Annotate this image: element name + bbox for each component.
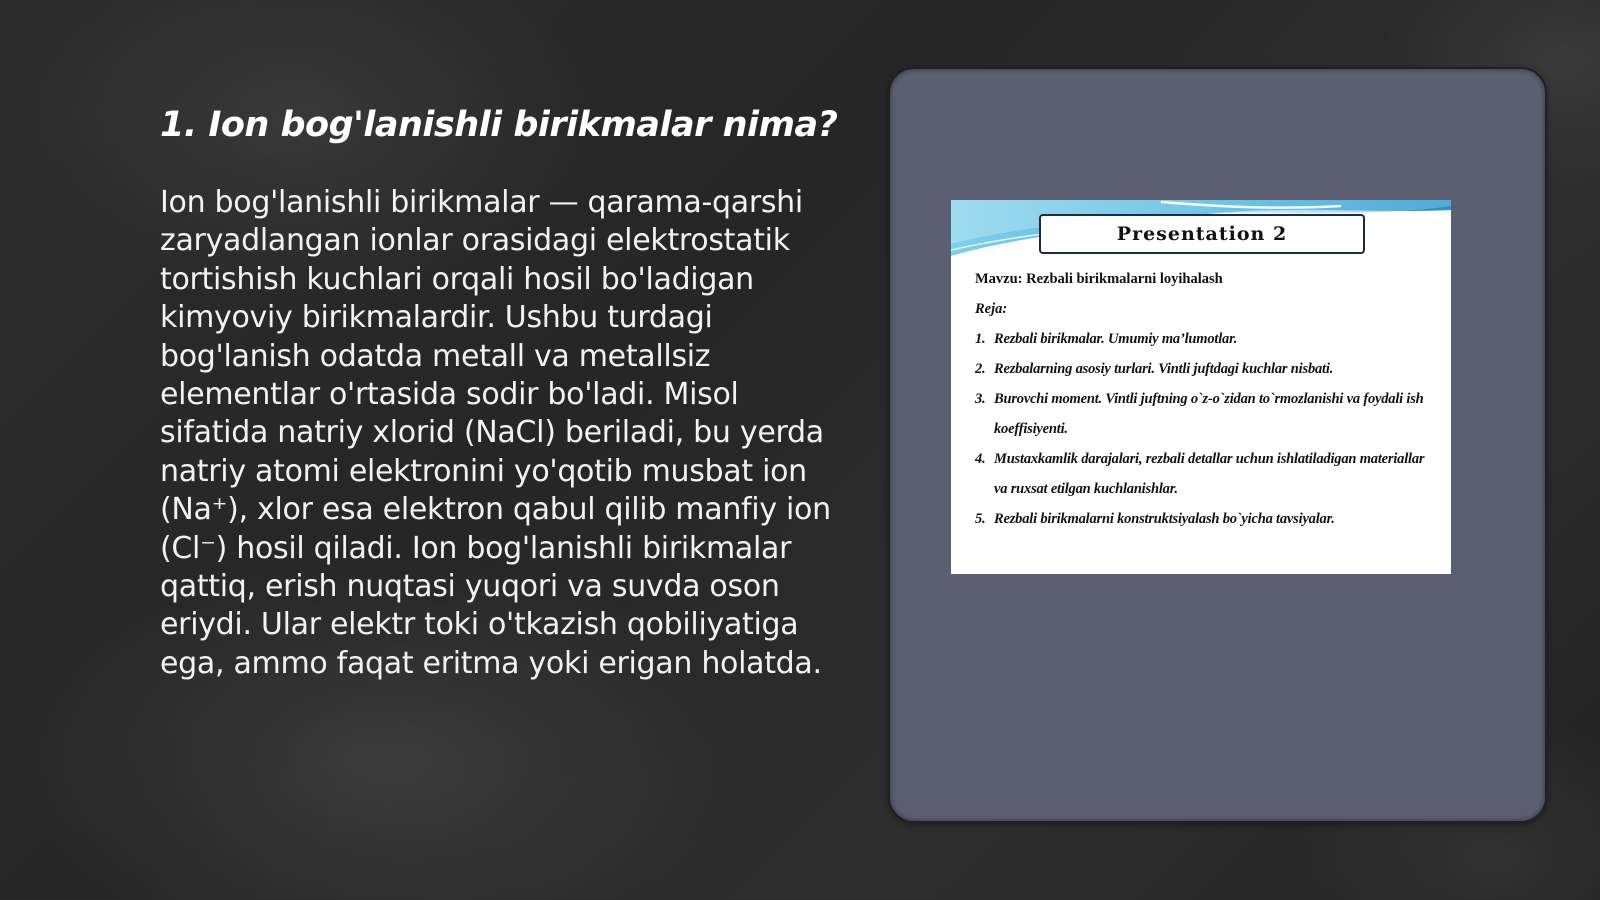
thumbnail-content [975,264,1435,534]
plan-item [975,324,1435,354]
thumbnail-plan-label: Reja: [975,301,1008,317]
plan-item-text: Rezbali birikmalarni konstruktsiyalash bo`yicha tavsiyalar. [994,511,1335,527]
plan-item-number: 5. [975,511,986,527]
plan-item [975,354,1435,384]
plan-item [975,384,1435,444]
plan-list [975,324,1435,534]
plan-item-number: 4. [975,451,986,467]
embedded-slide-image [951,200,1451,574]
thumbnail-topic: Mavzu: Rezbali birikmalarni loyihalash [975,271,1223,287]
plan-item-text: Mustaxkamlik darajalari, rezbali detallar uchun ishlatiladigan materiallar va ruxsat etilgan kuchlanishlar. [994,451,1425,497]
plan-item-number: 1. [975,331,986,347]
plan-item-text: Rezbali birikmalar. Umumiy ma’lumotlar. [994,331,1238,347]
plan-item [975,444,1435,504]
plan-item-text: Burovchi moment. Vintli juftning o`z-o`zidan to`rmozlanishi va foydali ish koeffisiyenti. [994,391,1424,437]
plan-item [975,504,1435,534]
slide-heading: 1. Ion bog'lanishli birikmalar nima? [160,105,838,145]
plan-item-number: 3. [975,391,986,407]
plan-item-text: Rezbalarning asosiy turlari. Vintli juftdagi kuchlar nisbati. [994,361,1334,377]
plan-item-number: 2. [975,361,986,377]
slide-body-text: Ion bog'lanishli birikmalar — qarama-qarshi zaryadlangan ionlar orasidagi elektrostatik tortishish kuchlari orqali hosil bo'ladigan kimyoviy birikmalardir. Ushbu turdagi bog'lanish odatda metall va metallsiz elementlar o'rtasida sodir bo'ladi. Misol sifatida natriy xlorid (NaCl) beriladi, bu yerda natriy atomi elektronini yo'qotib musbat ion (Na⁺), xlor esa elektron qabul qilib manfiy ion (Cl⁻) hosil qiladi. Ion bog'lanishli birikmalar qattiq, erish nuqtasi yuqori va suvda oson eriydi. Ular elektr toki o'tkazish qobiliyatiga ega, ammo faqat eritma yoki erigan holatda. [160,185,831,681]
thumbnail-title: Presentation 2 [1039,214,1365,254]
